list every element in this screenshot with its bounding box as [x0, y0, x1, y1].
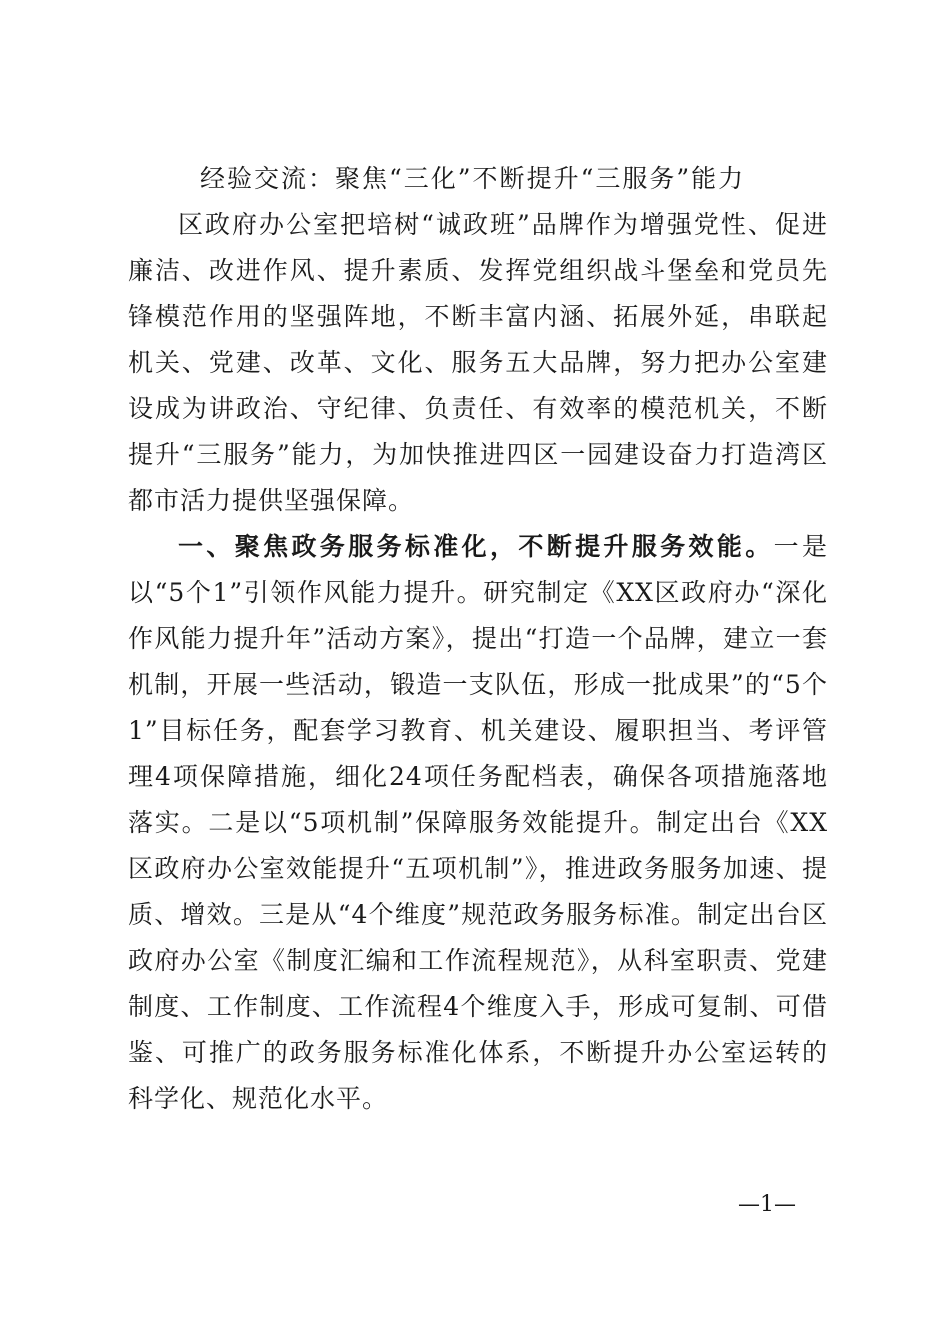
intro-paragraph: 区政府办公室把培树“诚政班”品牌作为增强党性、促进廉洁、改进作风、提升素质、发挥党组织战斗堡垒和党员先锋模范作用的坚强阵地，不断丰富内涵、拓展外延，串联起机关、党建、改革、文化、服务五大品牌，努力把办公室建设成为讲政治、守纪律、负责任、有效率的模范机关，不断提升“三服务”能力，为加快推进四区一园建设奋力打造湾区都市活力提供坚强保障。 — [128, 210, 828, 515]
section-one-body: 一是以“5个1”引领作风能力提升。研究制定《XX区政府办“深化作风能力提升年”活动方案》，提出“打造一个品牌，建立一套机制，开展一些活动，锻造一支队伍，形成一批成果”的“5个1”目标任务，配套学习教育、机关建设、履职担当、考评管理4项保障措施，细化24项任务配档表，确保各项措施落地落实。二是以“5项机制”保障服务效能提升。制定出台《XX区政府办公室效能提升“五项机制”》，推进政务服务加速、提质、增效。三是从“4个维度”规范政务服务标准。制定出台区政府办公室《制度汇编和工作流程规范》，从科室职责、党建制度、工作制度、工作流程4个维度入手，形成可复制、可借鉴、可推广的政务服务标准化体系，不断提升办公室运转的科学化、规范化水平。 — [128, 532, 828, 1113]
document-body — [128, 156, 828, 1122]
section-one-paragraph — [128, 524, 828, 1122]
document-title: 经验交流：聚焦“三化”不断提升“三服务”能力 — [200, 164, 746, 193]
page-number: —1— — [738, 1192, 796, 1217]
section-one-heading: 一、聚焦政务服务标准化，不断提升服务效能。 — [178, 532, 774, 561]
